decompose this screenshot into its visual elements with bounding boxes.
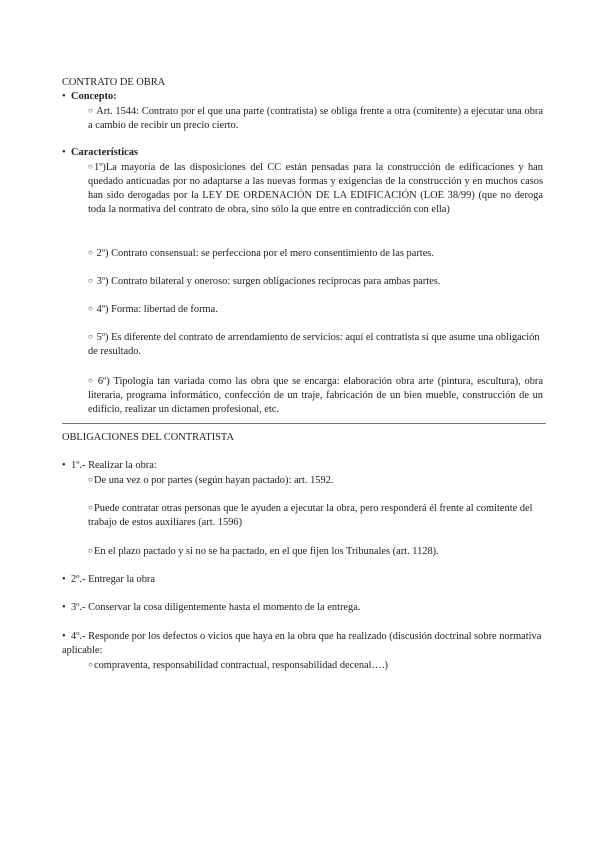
caracteristica-item-2: ○ 2º) Contrato consensual: se perfecciona por el mero consentimiento de las partes. — [88, 248, 434, 259]
circle-bullet-icon: ○ — [88, 376, 93, 385]
list-item-concepto — [62, 90, 117, 104]
obligacion-2: • 2º.- Entregar la obra — [62, 574, 155, 585]
list-item-caracteristicas — [62, 146, 138, 160]
caracteristica-item-4: ○ 4º) Forma: libertad de forma. — [88, 304, 218, 315]
circle-bullet-icon: ○ — [88, 503, 93, 512]
concepto-label: Concepto: — [71, 91, 117, 102]
bullet-icon: • — [62, 147, 66, 158]
circle-bullet-icon: ○ — [88, 546, 93, 555]
obligacion-1-sub-2: ○Puede contratar otras personas que le ayuden a ejecutar la obra, pero responderá él frente al comitente del trabajo de estos auxiliares (art. 1596) — [88, 503, 533, 528]
concepto-text: ○ Art. 1544: Contrato por el que una parte (contratista) se obliga frente a otra (comitente) a ejecutar una obra a cambio de recibir un precio cierto. — [88, 106, 543, 131]
obligacion-4: • 4º.- Responde por los defectos o vicios que haya en la obra que ha realizado (discusión doctrinal sobre normativa aplicable: — [62, 631, 542, 656]
bullet-icon: • — [62, 574, 66, 585]
obligacion-1-sub-3: ○En el plazo pactado y si no se ha pactado, en el que fijen los Tribunales (art. 1128). — [88, 546, 439, 557]
obligacion-4-sub-1: ○compraventa, responsabilidad contractual, responsabilidad decenal….) — [88, 660, 389, 671]
obligacion-3: • 3º.- Conservar la cosa diligentemente hasta el momento de la entrega. — [62, 602, 361, 613]
bullet-icon: • — [62, 631, 66, 642]
circle-bullet-icon: ○ — [88, 475, 93, 484]
circle-bullet-icon: ○ — [88, 304, 93, 313]
obligacion-1-sub-1: ○De una vez o por partes (según hayan pactado): art. 1592. — [88, 475, 334, 486]
bullet-icon: • — [62, 602, 66, 613]
bullet-icon: • — [62, 460, 66, 471]
circle-bullet-icon: ○ — [88, 276, 93, 285]
bullet-icon: • — [62, 91, 66, 102]
section-divider — [62, 423, 546, 424]
caracteristica-item-5: ○ 5º) Es diferente del contrato de arrendamiento de servicios: aquí el contratista sí que asume una obligación de resultado. — [88, 332, 540, 357]
section-title-obligaciones: OBLIGACIONES DEL CONTRATISTA — [62, 432, 234, 443]
caracteristica-item-1: ○1º)La mayoría de las disposiciones del CC están pensadas para la construcción de edificaciones y han quedado anticuadas por no adaptarse a las nuevas formas y exigencias de la construcción y en muchos casos han sido derogadas por la LEY DE ORDENACIÓN DE LA EDIFICACIÓN (LOE 38/99) (que no deroga toda la normativa del contrato de obra, sino sólo la que entre en contradicción con ella) — [88, 162, 543, 215]
circle-bullet-icon: ○ — [88, 332, 93, 341]
circle-bullet-icon: ○ — [88, 162, 93, 171]
obligacion-1: • 1º.- Realizar la obra: — [62, 460, 157, 471]
circle-bullet-icon: ○ — [88, 106, 93, 115]
caracteristica-item-6: ○ 6º) Tipología tan variada como las obra que se encarga: elaboración obra arte (pintura, escultura), obra literaria, programa informático, confección de un traje, fabricación de un bien mueble, construcción de un edificio, realizar un dictamen profesional, etc. — [88, 376, 543, 415]
circle-bullet-icon: ○ — [88, 660, 93, 669]
circle-bullet-icon: ○ — [88, 248, 93, 257]
caracteristicas-label: Características — [71, 147, 138, 158]
section-title-contrato: CONTRATO DE OBRA — [62, 77, 166, 88]
caracteristica-item-3: ○ 3º) Contrato bilateral y oneroso: surgen obligaciones recíprocas para ambas partes. — [88, 276, 441, 287]
